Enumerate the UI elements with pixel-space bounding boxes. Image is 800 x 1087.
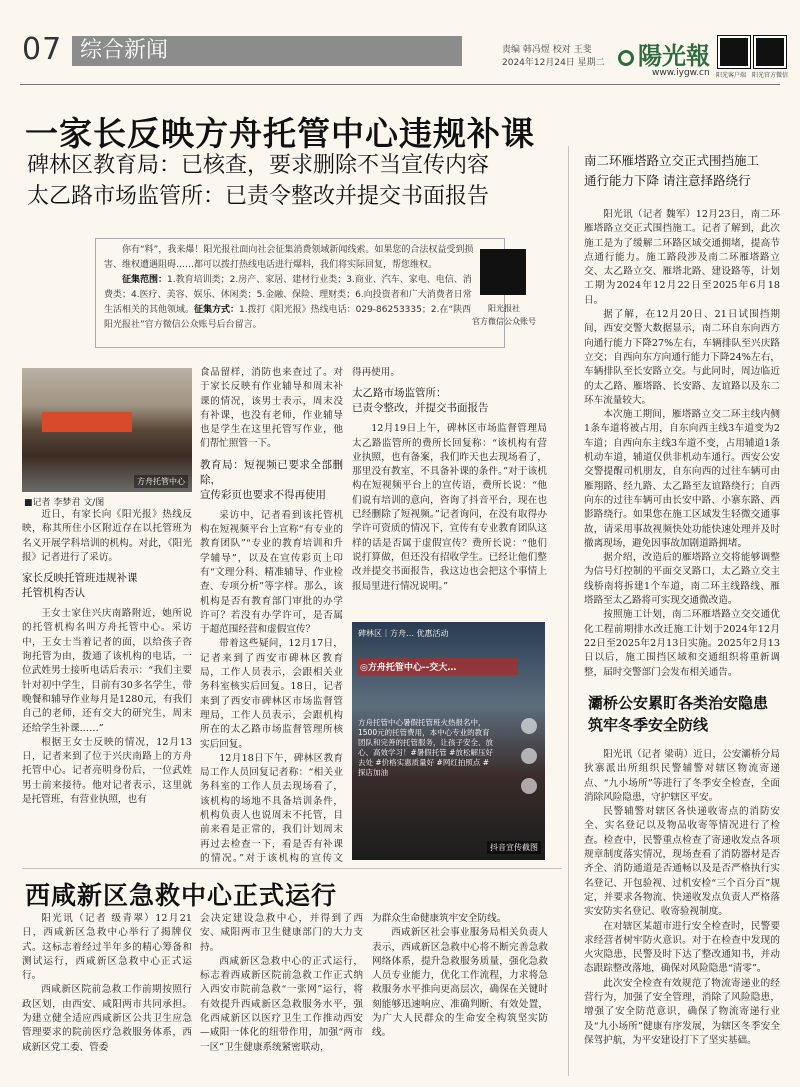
paragraph: 此次安全检查有效规范了物流寄递业的经营行为，加强了安全管理，消除了风险隐患，增强了安全防范意识，确保了物流寄递行业及“九小场所”健康有序发展，为辖区冬季安全保驾护航，为平安建设打下了坚实基础。 — [584, 977, 780, 1046]
photo-caption: 方舟托管中心 — [134, 475, 188, 488]
lead-subheadline: 太乙路市场监管所：已责令整改并提交书面报告 — [27, 184, 490, 209]
lead-headline: 一家长反映方舟托管中心违规补课 — [25, 114, 535, 153]
column-divider — [568, 146, 569, 1076]
qr-code-icon[interactable] — [480, 249, 526, 295]
website-url[interactable]: www.iygw.cn — [652, 68, 710, 78]
second-headline: 西咸新区急救中心正式运行 — [25, 881, 338, 910]
qr-label: 阳光客户端 — [716, 72, 747, 79]
notice-method-label: 征集方式： — [194, 305, 240, 315]
section-subhead: 教育局：短视频已要求全部删除， — [200, 458, 343, 486]
paragraph: 食品留样，消防也来查过了。对于家长反映有作业辅导和周末补课的情况，该男士表示，周末没有补课，也没有老师，作业辅导也是学生在这里托管写作业，他们帮忙照管一下。 — [200, 367, 343, 450]
issue-date: 2024年12月24日 星期二 — [502, 58, 605, 68]
screenshot-caption: 抖音宣传截图 — [487, 841, 541, 854]
side-story-headline: 筑牢冬季安全防线 — [588, 716, 709, 734]
screenshot-text: 方舟托管中心暑假托管班火热报名中，1500元的托管费用，本中心专业的教育团队和完善的托管服务，让孩子安全、放心、高效学习！#暑假托管 #放松解压好去处 #价格实惠质量好 #网红拍照点 #探店加油 — [358, 718, 493, 777]
paragraph: 12月18日下午，碑林区教育局工作人员回复记者称：“相关业务科室的工作人员去现场看了，该机构的场地不具备培训条件，机构负责人也说周末不托管，目前来看是正常的，我们计划周末再过去检查一下，看是否有补课的情况。”对于该机构的宣传文 — [200, 752, 343, 864]
paragraph: 为群众生命健康筑牢安全防线。 — [372, 913, 507, 924]
qr-code-icon[interactable] — [718, 36, 750, 68]
editors-line: 责编 韩冯煜 校对 王斐 — [502, 45, 592, 55]
storefront-photo — [22, 368, 192, 492]
article-column — [22, 508, 192, 864]
side-story-headline: 灞桥公安累盯各类治安隐患 — [588, 694, 769, 712]
notice-method: 1.拨打《阳光报》热线电话：029-86253335；2.在“陕西阳光报社”官方微信公众账号后台留言。 — [104, 305, 472, 330]
paragraph: 得再使用。 — [352, 367, 400, 378]
paragraph: 采访中，记者看到该托管机构在短视频平台上宣称“有专业的教育团队”“专业的教育培训和升学辅导”，以及在宣传彩页上印有“文理分科、精准辅导、作业检查、专项分析”等字样。那么，该机构是否有教育部门审批的办学许可？若没有办学许可，是否属于超范围经营和虚假宣传？ — [200, 509, 343, 636]
section-subhead: 太乙路市场监管所： — [352, 387, 447, 400]
side-story-headline: 通行能力下降 请注意择路绕行 — [584, 173, 751, 188]
section-title: 综合新闻 — [80, 38, 169, 63]
paragraph: 按照施工计划，南二环雁塔路立交交通优化工程前期排水改迁施工计划于2024年12月22日至2025年2月13日实施。2025年2月13日以后，施工围挡区域和交通组织将重新调整，届时交警部门会发布相关通告。 — [584, 609, 780, 678]
paragraph: 民警辅警对辖区各快递收寄点的消防安全、实名登记以及物品收寄等情况进行了检查。检查中，民警重点检查了寄递收发点各项规章制度落实情况，现场查看了消防器材是否齐全、消防通道是否通畅以及是否严格执行实名登记、开包验视、过机安检“三个百分百”规定，并要求各物流、快递收发点负责人严格落实安防实名登记、收寄验视制度。 — [584, 806, 780, 918]
paragraph: 西咸新区急救中心的正式运行，标志着西咸新区院前急救工作正式纳入西安市院前急救“一张网”运行，将有效提升西咸新区急救服务水平，强化西咸新区以医疗卫生工作推动西安—咸阳一体化的纽带作用，加强“两市一区”卫生健康系统紧密联动， — [200, 955, 363, 1053]
byline: ■记者 李梦君 文/图 — [24, 498, 105, 508]
page-number: 07 — [22, 32, 63, 67]
paragraph: 据介绍，改造后的雁塔路立交将能够调整为信号灯控制的平面交叉路口，太乙路立交主线桥南将拆建1个车道，南二环主线路线、雁塔路至太乙路将可实现交通微改造。 — [584, 552, 780, 607]
paragraph: 阳光讯（记者 级青翠）12月21日，西咸新区急救中心举行了揭牌仪式。这标志着经过半年多的精心筹备和测试运行，西咸新区急救中心正式运行。 — [22, 913, 192, 982]
lead-subheadline: 碑林区教育局：已核查，要求删除不当宣传内容 — [27, 153, 490, 178]
logo-mark-icon — [618, 50, 634, 66]
qr-caption: 官方微信公众账号 — [472, 317, 536, 326]
paragraph: 阳光讯（记者 梁萌）近日，公安灞桥分局狄寨派出所组织民警辅警对辖区物流寄递点、“九小场所”等进行了冬季安全检查，全面消除风险隐患，守护辖区平安。 — [584, 749, 780, 803]
side-story-headline: 南二环雁塔路立交正式围挡施工 — [584, 153, 760, 168]
article-column — [200, 366, 343, 864]
qr-code-icon[interactable] — [754, 36, 786, 68]
qr-caption: 阳光报社 — [488, 304, 520, 313]
paragraph: 阳光讯（记者 魏军）12月23日，南二环雁塔路立交正式围挡施工。记者了解到，此次施工是为了缓解二环路区域交通拥堵，提高节点通行能力。施工路段涉及南二环雁塔路立交、太乙路立交、雁塔北路、建设路等，计划工期为2024年12月22日至2025年6月18日。 — [584, 209, 780, 306]
paragraph: 王女士家住兴庆南路附近，她所说的托管机构名叫方舟托管中心。采访中，王女士当着记者的面，以给孩子咨询托管为由，拨通了该机构的电话，一位武姓男士接听电话后表示：“我们主要针对初中学生，目前有30多名学生，带晚餐和辅导作业每月是1280元，有我们自己的老师，还有交大的研究生，周末还给学生补课……” — [22, 608, 192, 734]
paragraph: 据了解，在12月20日、21日试围挡期间，西安交警大数据显示，南二环自东向西方向通行能力下降27%左右，车辆排队至兴庆路立交；自西向东方向通行能力下降24%左右，车辆排队至长安路立交。与此同时，周边临近的太乙路、雁塔路、长安路、友谊路以及东二环车流量较大。 — [584, 309, 780, 406]
side-story-body — [584, 748, 780, 1080]
tip-notice-box — [95, 238, 505, 348]
notice-scope: 1.教育培训类；2.房产、家居、建材行业类；3.商业、汽车、家电、电信、消费类；4.医疗、美容、娱乐、休闲类；5.金融、保险、理财类；6.向投资者和广大消费者日常生活相关的其他领域。 — [104, 275, 472, 315]
side-story-body — [584, 208, 780, 682]
logo-text: 陽光報 — [638, 41, 710, 70]
article-column — [352, 366, 547, 620]
share-icon — [521, 778, 537, 794]
paragraph: 12月19日上午，碑林区市场监督管理局太乙路监管所的费所长回复称：“该机构有营业执照，也有备案，我们昨天也去现场看了，那里没有教室，不具备补课的条件。”对于该机构在短视频平台上的宣传语，费所长说：“他们说有培训的意向，咨询了抖音平台，现在也已经删除了短视频。”记者询问，在没有取得办学许可资质的情况下，宣传有专业教育团队这样的话是否属于虚假宣传？费所长说：“他们说打算做，但还没有招收学生。已经让他们整改并提交书面报告，我这边也会把这个事情上报局里进行情况说明。” — [352, 423, 547, 592]
screenshot-banner: ◎方舟托管中心--交大… — [358, 658, 518, 675]
paragraph: 西咸新区院前急救工作前期按照行政区划，由西安、咸阳两市共同承担。为建立健全适应西咸新区公共卫生应急管理要求的院前医疗急救服务体系，西咸新区党工委、管委 — [22, 984, 192, 1053]
article-column — [22, 912, 192, 1082]
section-subhead: 家长反映托管班违规补课 — [22, 572, 138, 585]
article-column — [200, 912, 363, 1082]
paragraph: 本次施工期间，雁塔路立交二环主线内侧1条车道将被占用，自东向西主线3车道变为2车道；自西向东主线3车道不变，占用辅道1条机动车道，辅道仅供非机动车通行。西安公安交警提醒司机朋友，自东向西的过往车辆可由雁翔路、经九路、太乙路至友谊路绕行；自西向东的过往车辆可由长安中路、小寨东路、西影路绕行。如果您在施工区域发生轻微交通事故，请采用事故视频快处功能快速处理并及时撤离现场，避免因事故加剧道路拥堵。 — [584, 409, 780, 549]
shop-sign — [42, 412, 132, 432]
comment-icon — [521, 748, 537, 764]
screenshot-topbar: 碑林区｜方舟… 优惠活动 — [358, 629, 449, 638]
paragraph: 西咸新区社会事业服务局相关负责人表示，西咸新区急救中心将不断完善急救网络体系，提升急救服务质量，强化急救人员专业能力，优化工作流程，力求将急救服务水平推向更高层次，确保在关键时刻能够迅速响应、准确判断、有效处置，为广大人民群众的生命安全构筑坚实防线。 — [372, 927, 548, 1039]
paragraph: 近日，有家长向《阳光报》热线反映，称其所住小区附近存在以托管班为名义开展学科培训的机构。对此，《阳光报》记者进行了采访。 — [22, 509, 192, 563]
section-subhead: 已责令整改，并提交书面报告 — [352, 402, 489, 415]
article-column — [372, 912, 548, 1082]
like-icon — [521, 718, 537, 734]
douyin-screenshot — [352, 622, 545, 860]
section-subhead: 宣传彩页也要求不得再使用 — [200, 488, 326, 501]
paragraph: 会决定建设急救中心，并得到了西安、咸阳两市卫生健康部门的大力支持。 — [200, 913, 363, 953]
qr-label: 阳光官方微信 — [752, 72, 789, 79]
newspaper-logo — [618, 36, 710, 71]
notice-scope-label: 征集范围： — [122, 275, 168, 285]
paragraph: 根据王女士反映的情况，12月13日，记者来到了位于兴庆南路上的方舟托管中心。记者亮明身份后，一位武姓男士前来接待。他对记者表示，这里就是托管班，有营业执照，也有 — [22, 736, 192, 806]
paragraph: 带着这些疑问，12月17日，记者来到了西安市碑林区教育局，工作人员表示，会跟相关业务科室核实后回复。18日，记者来到了西安市碑林区市场监督管理局，工作人员表示，会跟机构所在的太乙路市场监督管理所核实后回复。 — [200, 638, 343, 750]
section-subhead: 托管机构否认 — [22, 587, 85, 600]
story-divider — [22, 868, 562, 869]
header-rule — [20, 84, 780, 85]
paragraph: 在对辖区某超市进行安全检查时，民警要求经营者树牢防火意识。对于在检查中发现的火灾隐患，民警及时下达了整改通知书，并动态跟踪整改落地，确保对风险隐患“清零”。 — [584, 920, 780, 975]
notice-intro: 你有“料”，我来爆！阳光报社面向社会征集消费领域新闻线索。如果您的合法权益受到损害、维权遭遇阻碍……都可以拨打热线电话进行爆料，我们将实际回复，帮您维权。 — [104, 245, 474, 270]
